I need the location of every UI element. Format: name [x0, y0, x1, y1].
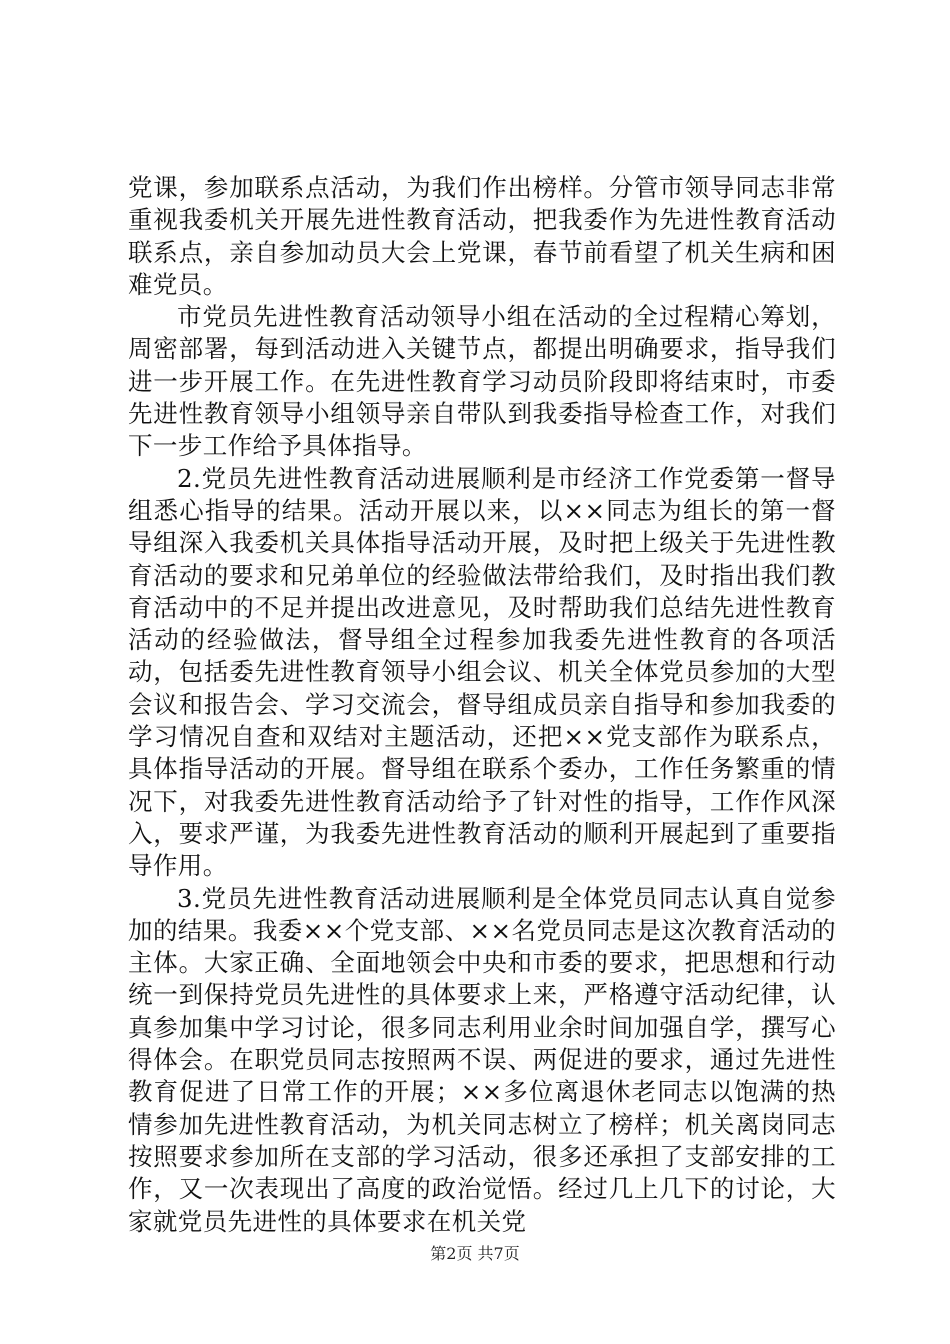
paragraph-point-3: 3.党员先进性教育活动进展顺利是全体党员同志认真自觉参加的结果。我委××个党支部、××名党员同志是这次教育活动的主体。大家正确、全面地领会中央和市委的要求，把思想和行动统一到保持党员先进性的具体要求上来，严格遵守活动纪律，认真参加集中学习讨论，很多同志利用业余时间加强自学，撰写心得体会。在职党员同志按照两不误、两促进的要求，通过先进性教育促进了日常工作的开展；××多位离退休老同志以饱满的热情参加先进性教育活动，为机关同志树立了榜样；机关离岗同志按照要求参加所在支部的学习活动，很多还承担了支部安排的工作，又一次表现出了高度的政治觉悟。经过几上几下的讨论，大家就党员先进性的具体要求在机关党	[128, 883, 836, 1236]
paragraph-point-2: 2.党员先进性教育活动进展顺利是市经济工作党委第一督导组悉心指导的结果。活动开展以来，以××同志为组长的第一督导组深入我委机关具体指导活动开展，及时把上级关于先进性教育活动的要求和兄弟单位的经验做法带给我们，及时指出我们教育活动中的不足并提出改进意见，及时帮助我们总结先进性教育活动的经验做法，督导组全过程参加我委先进性教育的各项活动，包括委先进性教育领导小组会议、机关全体党员参加的大型会议和报告会、学习交流会，督导组成员亲自指导和参加我委的学习情况自查和双结对主题活动，还把××党支部作为联系点，具体指导活动的开展。督导组在联系个委办，工作任务繁重的情况下，对我委先进性教育活动给予了针对性的指导，工作作风深入，要求严谨，为我委先进性教育活动的顺利开展起到了重要指导作用。	[128, 463, 836, 881]
document-body	[128, 172, 836, 1238]
paragraph-continuation: 党课，参加联系点活动，为我们作出榜样。分管市领导同志非常重视我委机关开展先进性教育活动，把我委作为先进性教育活动联系点，亲自参加动员大会上党课，春节前看望了机关生病和困难党员。	[128, 173, 836, 299]
paragraph-leadership-group: 市党员先进性教育活动领导小组在活动的全过程精心筹划，周密部署，每到活动进入关键节点，都提出明确要求，指导我们进一步开展工作。在先进性教育学习动员阶段即将结束时，市委先进性教育领导小组领导亲自带队到我委指导检查工作，对我们下一步工作给予具体指导。	[128, 302, 836, 461]
page-number-footer: 第2页 共7页	[430, 1244, 520, 1263]
